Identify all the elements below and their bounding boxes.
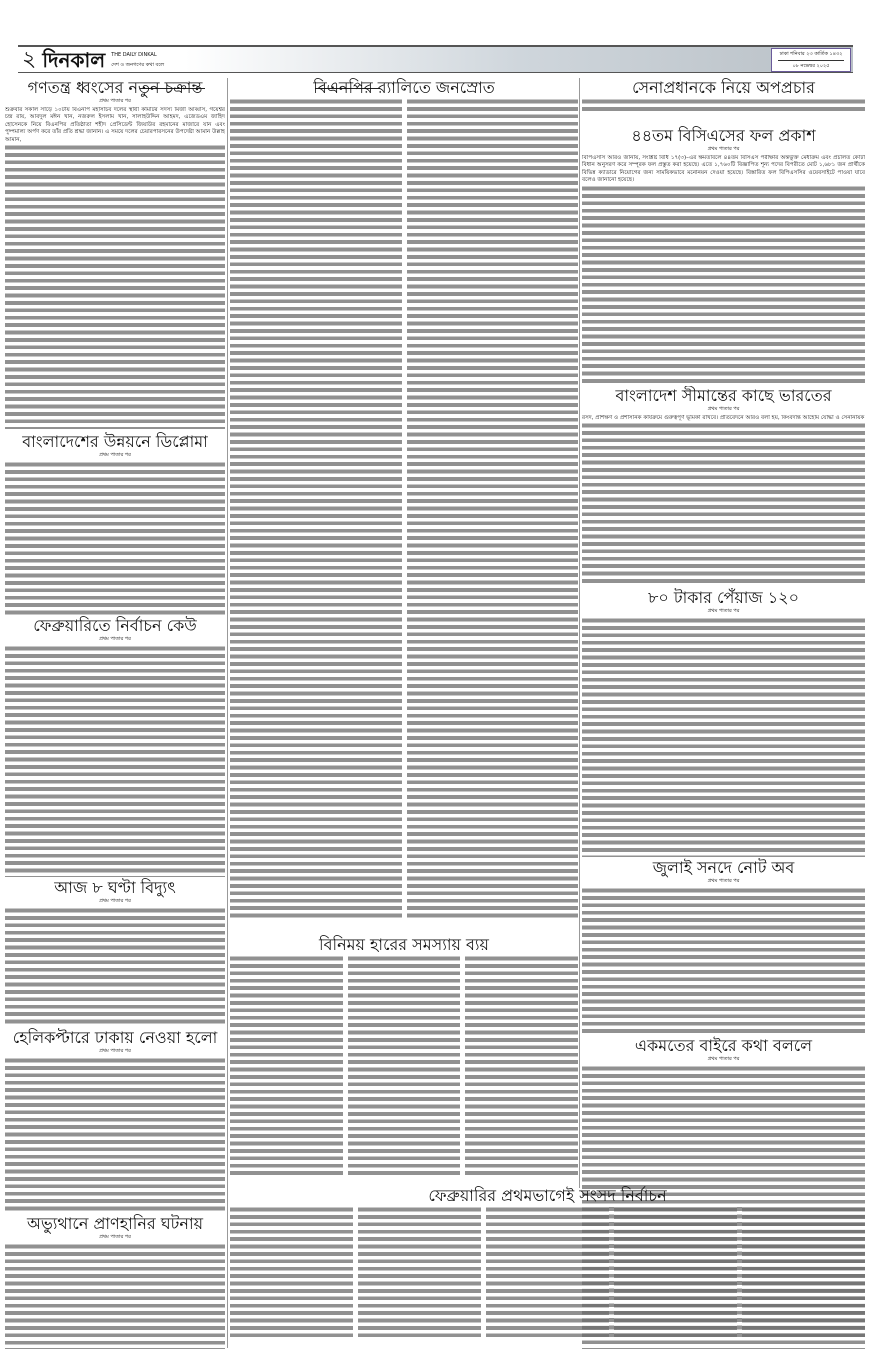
body-text-block <box>230 955 343 1175</box>
article-column <box>348 955 461 1175</box>
article-body <box>5 1057 225 1212</box>
article-column <box>582 617 865 857</box>
article-column <box>5 461 225 615</box>
article-headline[interactable]: বাংলাদেশের উন্নয়নে ডিপ্লোমা <box>22 432 208 451</box>
continued-label: প্রথম পাতার পর <box>707 878 740 884</box>
article-column <box>582 887 865 1035</box>
article-headline[interactable]: বিএনপির র‍্যালিতে জনস্রোত <box>313 78 495 97</box>
article-column <box>5 107 225 429</box>
body-text-block <box>582 887 865 1035</box>
continued-label: প্রথম পাতার পর <box>99 1048 131 1054</box>
article-column <box>465 955 578 1175</box>
body-text-block <box>358 1206 481 1340</box>
article <box>582 78 865 124</box>
logo-subtext <box>111 52 164 69</box>
body-text-block <box>486 1206 609 1340</box>
continued-label: প্রথম পাতার পর <box>707 608 740 614</box>
article <box>5 616 225 878</box>
article <box>5 1214 225 1350</box>
article-headline[interactable]: ৪৪তম বিসিএসের ফল প্রকাশ <box>631 126 816 145</box>
date-box <box>771 48 851 72</box>
body-text-block <box>582 98 865 114</box>
article-column <box>5 907 225 1027</box>
article-column <box>230 955 343 1175</box>
article-body <box>5 907 225 1027</box>
article <box>5 878 225 1028</box>
column-divider <box>227 78 228 1348</box>
article-lead: বিপিএসসি আরও জানায়, সংশ্লিষ্ট বিধি ১৭(৩)–এর ক্ষমতাবলে ৪৪তম বিসিএস পরীক্ষার অন্তর্ভুক্ত মেধাক্রম এবং প্রচলিত কোটা বিধান অনুসরণ করে সম্পূরক ফল প্রস্তুত করা হয়েছে। এতে ১,৭৬০টি বিজ্ঞাপিত শূন্য পদের বিপরীতে মোট ১,৬৮১ জন প্রার্থীকে বিভিন্ন ক্যাডারে নিয়োগের জন্য সাময়িকভাবে মনোনয়ন দেওয়া হয়েছে। বিস্তারিত ফল বিপিএসসির ওয়েবসাইটে পাওয়া যাবে বলেও জানানো হয়েছে। <box>582 155 865 184</box>
body-text-block <box>742 1206 865 1340</box>
body-text-block <box>5 1057 225 1212</box>
article-column <box>358 1206 481 1340</box>
article-body <box>582 155 865 383</box>
article-column <box>582 98 865 114</box>
article-body <box>582 415 865 585</box>
article-column <box>5 1057 225 1212</box>
article-column <box>486 1206 609 1340</box>
article-headline[interactable]: একমতের বাইরে কথা বললে <box>634 1036 813 1055</box>
article-body <box>5 107 225 429</box>
article-lead: শুক্রবার সকাল সাড়ে ১০টায় বিএনপি মহাসচিব দলের স্থায়ী কমিটির সদস্য মির্জা আব্বাস, গয়েশ্বর চন্দ্র রায়, আবদুল মঈন খান, নজরুল ইসলাম খান, সালাহউদ্দিন আহমদ, এজেডএম জাহিদ হোসেনকে নিয়ে বিএনপির প্রতিষ্ঠাতা শহীদ প্রেসিডেন্ট জিয়াউর রহমানের মাজারে যান এবং পুষ্পমাল্য অর্পণ করে তাঁর প্রতি শ্রদ্ধা জানান। এ সময়ে দলের চেয়ারপারসনের উপদেষ্টা আমান উল্লাহ আমান, <box>5 107 225 143</box>
continued-label: প্রথম পাতার পর <box>99 98 131 104</box>
article-body <box>5 1243 225 1349</box>
article-column <box>582 415 865 585</box>
continued-label: প্রথম পাতার পর <box>99 898 131 904</box>
article <box>582 386 865 586</box>
article-headline[interactable]: ৮০ টাকার পেঁয়াজ ১২০ <box>648 588 799 607</box>
body-text-block <box>614 1206 737 1340</box>
article-body <box>5 461 225 615</box>
article <box>230 78 578 928</box>
article <box>582 126 865 384</box>
article-column <box>230 98 402 918</box>
continued-label: প্রথম পাতার পর <box>707 1056 740 1062</box>
article <box>582 588 865 858</box>
article-body <box>230 955 578 1175</box>
article-body <box>582 617 865 857</box>
body-text-block <box>5 645 225 877</box>
logo: দিনকাল <box>42 48 106 72</box>
body-text-block <box>5 1243 225 1349</box>
body-text-block <box>230 98 402 918</box>
article-headline[interactable]: বিনিময় হারের সমস্যায় ব্যয় <box>319 935 489 954</box>
article-headline[interactable]: অভ্যুথানে প্রাণহানির ঘটনায় <box>26 1214 204 1233</box>
article-headline[interactable]: হেলিকপ্টারে ঢাকায় নেওয়া হলো <box>12 1028 218 1047</box>
article <box>230 1186 865 1350</box>
article-lead: রসদ, প্রশিক্ষণ ও প্রশাসনিক কার্যক্রমে গুরুত্বপূর্ণ ভূমিকা রাখবে। প্রতিবেদনে আরও বলা হয়, কিংবদন্তি আহোম যোদ্ধা ও সেনানায়ক <box>582 415 865 421</box>
masthead-brand <box>22 47 164 73</box>
body-text-block <box>407 98 579 918</box>
article-body <box>230 1206 865 1340</box>
article-column <box>5 1243 225 1349</box>
continued-label: প্রথম পাতার পর <box>707 406 740 412</box>
article <box>5 78 225 430</box>
body-text-block <box>5 144 225 429</box>
article-headline[interactable]: জুলাই সনদে নোট অব <box>652 858 795 877</box>
body-text-block <box>230 1206 353 1340</box>
column-divider <box>579 78 580 1188</box>
article <box>230 935 578 1185</box>
body-text-block <box>348 955 461 1175</box>
article-headline[interactable]: বাংলাদেশ সীমান্তের কাছে ভারতের <box>615 386 832 405</box>
article-headline[interactable]: আজ ৮ ঘণ্টা বিদ্যুৎ <box>54 878 176 897</box>
body-text-block <box>5 907 225 1027</box>
article <box>5 1028 225 1213</box>
logo-english: THE DAILY DINKAL <box>111 51 157 58</box>
article-column <box>742 1206 865 1340</box>
article <box>582 858 865 1036</box>
page-number: ২ <box>22 47 37 72</box>
date-bengali: ঢাকা শনিবার ২৩ কার্তিক ১৪৩২ <box>778 49 844 61</box>
article <box>5 432 225 616</box>
article-headline[interactable]: ফেব্রুয়ারির প্রথমভাগেই সংসদ নির্বাচন <box>428 1186 667 1205</box>
article-body <box>5 645 225 877</box>
body-text-block <box>582 185 865 383</box>
body-text-block <box>5 461 225 615</box>
continued-label: প্রথম পাতার পর <box>99 1234 131 1240</box>
article-column <box>407 98 579 918</box>
article-headline[interactable]: সেনাপ্রধানকে নিয়ে অপপ্রচার <box>632 78 815 97</box>
article-column <box>582 155 865 383</box>
tagline: দেশ ও জনগণের কথা বলে <box>111 61 165 68</box>
article-body <box>582 887 865 1035</box>
article-body <box>230 98 578 918</box>
date-english: ০৮ নভেম্বর ২০২৫ <box>792 63 830 69</box>
body-text-block <box>582 617 865 857</box>
article-headline[interactable]: গণতন্ত্র ধ্বংসের নতুন চক্রান্ত <box>27 78 203 97</box>
article-column <box>230 1206 353 1340</box>
article-headline[interactable]: ফেব্রুয়ারিতে নির্বাচন কেউ <box>33 616 197 635</box>
body-text-block <box>465 955 578 1175</box>
article-body <box>582 98 865 114</box>
body-text-block <box>582 422 865 585</box>
article-column <box>614 1206 737 1340</box>
continued-label: প্রথম পাতার পর <box>707 146 740 152</box>
article-column <box>5 645 225 877</box>
continued-label: প্রথম পাতার পর <box>99 452 131 458</box>
masthead <box>18 45 853 73</box>
continued-label: প্রথম পাতার পর <box>99 636 131 642</box>
